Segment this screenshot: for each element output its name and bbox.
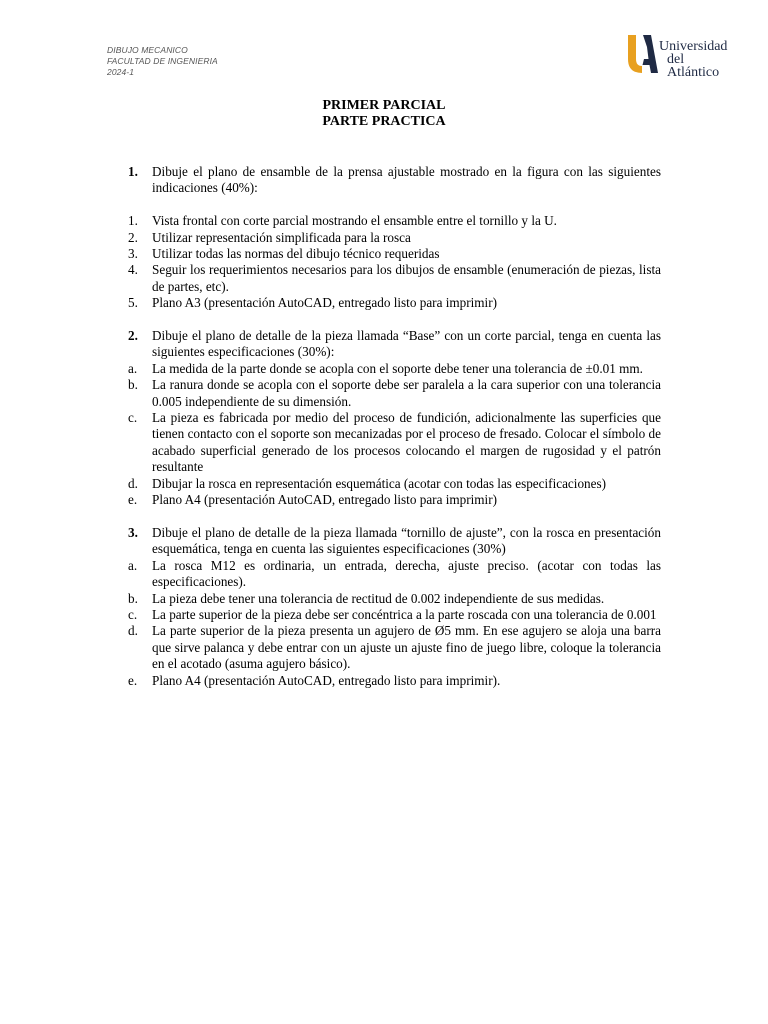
list-text: Plano A4 (presentación AutoCAD, entregado listo para imprimir). <box>152 672 501 688</box>
title-line-2: PARTE PRACTICA <box>322 114 446 129</box>
list-item <box>128 623 661 672</box>
questions <box>128 164 661 689</box>
logo-text <box>659 40 736 79</box>
list-text: Seguir los requerimientos necesarios para los dibujos de ensamble (enumeración de piezas, lista de partes, etc). <box>152 262 661 294</box>
list-marker: b. <box>128 590 138 606</box>
list-item <box>128 607 661 623</box>
list-marker: a. <box>128 360 138 376</box>
question-2 <box>128 328 661 361</box>
list-text: La rosca M12 es ordinaria, un entrada, derecha, ajuste preciso. (acotar con todas las especificaciones). <box>152 557 661 590</box>
list-text: Vista frontal con corte parcial mostrando el ensamble entre el tornillo y la U. <box>152 213 557 229</box>
exam-title <box>0 98 768 130</box>
list-text: Dibujar la rosca en representación esquemática (acotar con todas las especificaciones) <box>152 475 607 491</box>
list-marker: 1. <box>128 213 138 229</box>
list-item <box>128 295 661 311</box>
faculty-name: FACULTAD DE INGENIERIA <box>107 56 218 66</box>
question-text: Dibuje el plano de ensamble de la prensa ajustable mostrado en la figura con las siguientes indicaciones (40%): <box>152 164 661 196</box>
list-item <box>128 410 661 476</box>
logo-line-2: del Atlántico <box>667 52 720 80</box>
logo-line-1: Universidad <box>659 39 728 54</box>
university-logo <box>626 33 736 80</box>
question-3 <box>128 525 661 558</box>
list-text: La pieza debe tener una tolerancia de rectitud de 0.002 independiente de sus medidas. <box>152 590 605 606</box>
list-item <box>128 558 661 591</box>
course-header <box>107 45 218 78</box>
list-marker: c. <box>128 606 138 622</box>
list-text: La ranura donde se acopla con el soporte debe ser paralela a la cara superior con una tolerancia 0.005 independiente de su dimensión. <box>152 377 661 409</box>
list-item <box>128 673 661 689</box>
question-1 <box>128 164 661 197</box>
list-item <box>128 492 661 508</box>
list-item <box>128 230 661 246</box>
university-logo-mark-icon <box>626 33 660 75</box>
list-text: La parte superior de la pieza presenta un agujero de Ø5 mm. En ese agujero se aloja una barra que sirve palanca y debe entrar con un ajuste un ajuste fino de juego libre, coloque la tolerancia en el acotado (asuma agujero básico). <box>152 623 661 672</box>
list-marker: 3. <box>128 246 138 262</box>
list-item <box>128 246 661 262</box>
list-item <box>128 262 661 295</box>
list-text: Utilizar representación simplificada para la rosca <box>152 229 411 245</box>
title-line-1: PRIMER PARCIAL <box>322 98 446 113</box>
list-marker: 4. <box>128 262 138 278</box>
list-marker: b. <box>128 377 138 393</box>
question-number: 1. <box>128 164 138 179</box>
list-item <box>128 591 661 607</box>
list-marker: e. <box>128 672 138 688</box>
list-item <box>128 213 661 229</box>
list-marker: d. <box>128 475 138 491</box>
list-text: Plano A3 (presentación AutoCAD, entregado listo para imprimir) <box>152 295 497 311</box>
list-marker: 2. <box>128 229 138 245</box>
course-name: DIBUJO MECANICO <box>107 45 188 55</box>
list-text: La parte superior de la pieza debe ser concéntrica a la parte roscada con una tolerancia de 0.001 <box>152 606 657 622</box>
list-marker: e. <box>128 492 138 508</box>
list-marker: c. <box>128 410 138 426</box>
list-item <box>128 361 661 377</box>
list-text: Plano A4 (presentación AutoCAD, entregado listo para imprimir) <box>152 492 497 508</box>
list-marker: 5. <box>128 295 138 311</box>
question-number: 2. <box>128 328 138 344</box>
term: 2024-1 <box>107 67 135 77</box>
list-item <box>128 377 661 410</box>
list-marker: a. <box>128 557 138 573</box>
list-text: Utilizar todas las normas del dibujo técnico requeridas <box>152 246 440 262</box>
question-number: 3. <box>128 524 138 540</box>
list-text: La pieza es fabricada por medio del proceso de fundición, adicionalmente las superficies que tienen contacto con el soporte son mecanizadas por el proceso de fresado. Colocar el símbolo de acabado superficial generado de los procesos colocando el margen de rugosidad y el patrón resultante <box>152 410 661 475</box>
list-item <box>128 476 661 492</box>
question-text: Dibuje el plano de detalle de la pieza llamada “Base” con un corte parcial, tenga en cuenta las siguientes especificaciones (30%): <box>152 328 661 360</box>
list-marker: d. <box>128 623 138 639</box>
list-text: La medida de la parte donde se acopla con el soporte debe tener una tolerancia de ±0.01 mm. <box>152 360 643 376</box>
question-text: Dibuje el plano de detalle de la pieza llamada “tornillo de ajuste”, con la rosca en presentación esquemática, tenga en cuenta las siguientes especificaciones (30%) <box>152 524 661 557</box>
